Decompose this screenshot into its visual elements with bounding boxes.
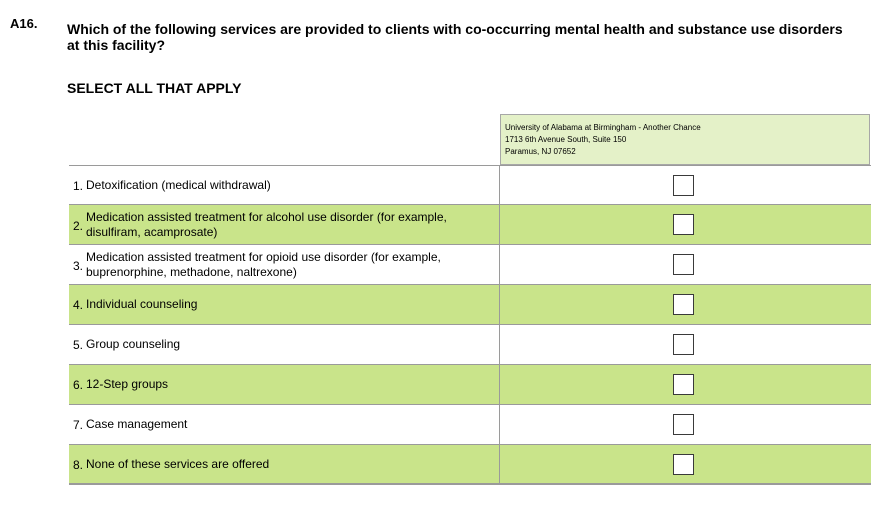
option-text: Individual counseling — [86, 297, 198, 311]
option-text: Detoxification (medical withdrawal) — [86, 178, 271, 192]
option-text: Medication assisted treatment for opioid use disorder (for example, buprenorphine, methadone, naltrexone) — [86, 250, 441, 279]
option-label — [69, 325, 500, 364]
option-number: 7. — [73, 418, 84, 432]
option-number: 6. — [73, 378, 84, 392]
option-text: None of these services are offered — [86, 457, 270, 471]
option-label — [69, 205, 500, 244]
option-label — [69, 166, 500, 204]
option-row-none-offered — [69, 445, 871, 485]
option-row-12-step-groups — [69, 365, 871, 405]
option-label — [69, 245, 500, 284]
instruction-label: SELECT ALL THAT APPLY — [67, 80, 242, 96]
checkbox-individual-counseling[interactable] — [673, 294, 694, 315]
option-number: 5. — [73, 338, 84, 352]
option-text: 12-Step groups — [86, 377, 169, 391]
option-number: 1. — [73, 179, 84, 193]
option-number: 4. — [73, 298, 84, 312]
option-number: 2. — [73, 219, 84, 233]
option-row-mat-opioid — [69, 245, 871, 285]
facility-address: 1713 6th Avenue South, Suite 150 — [505, 135, 627, 144]
option-number: 3. — [73, 259, 84, 273]
option-row-case-management — [69, 405, 871, 445]
option-label — [69, 285, 500, 324]
checkbox-12-step-groups[interactable] — [673, 374, 694, 395]
option-text: Medication assisted treatment for alcohol use disorder (for example, disulfiram, acamprosate) — [86, 210, 447, 239]
checkbox-mat-opioid[interactable] — [673, 254, 694, 275]
option-number: 8. — [73, 458, 84, 472]
checkbox-none-offered[interactable] — [673, 454, 694, 475]
facility-name: University of Alabama at Birmingham - Another Chance — [505, 123, 701, 132]
option-text: Case management — [86, 417, 188, 431]
facility-city: Paramus, NJ 07652 — [505, 147, 576, 156]
option-row-mat-alcohol — [69, 205, 871, 245]
option-label — [69, 365, 500, 404]
checkbox-mat-alcohol[interactable] — [673, 214, 694, 235]
option-label — [69, 405, 500, 444]
options-table — [69, 165, 871, 485]
option-text: Group counseling — [86, 337, 181, 351]
checkbox-group-counseling[interactable] — [673, 334, 694, 355]
question-number: A16. — [10, 16, 38, 31]
option-row-individual-counseling — [69, 285, 871, 325]
option-label — [69, 445, 500, 483]
checkbox-detoxification[interactable] — [673, 175, 694, 196]
option-row-detoxification — [69, 165, 871, 205]
option-row-group-counseling — [69, 325, 871, 365]
question-text: Which of the following services are provided to clients with co-occurring mental health and substance use disorders at this facility? — [67, 21, 843, 53]
facility-header — [500, 114, 870, 165]
checkbox-case-management[interactable] — [673, 414, 694, 435]
